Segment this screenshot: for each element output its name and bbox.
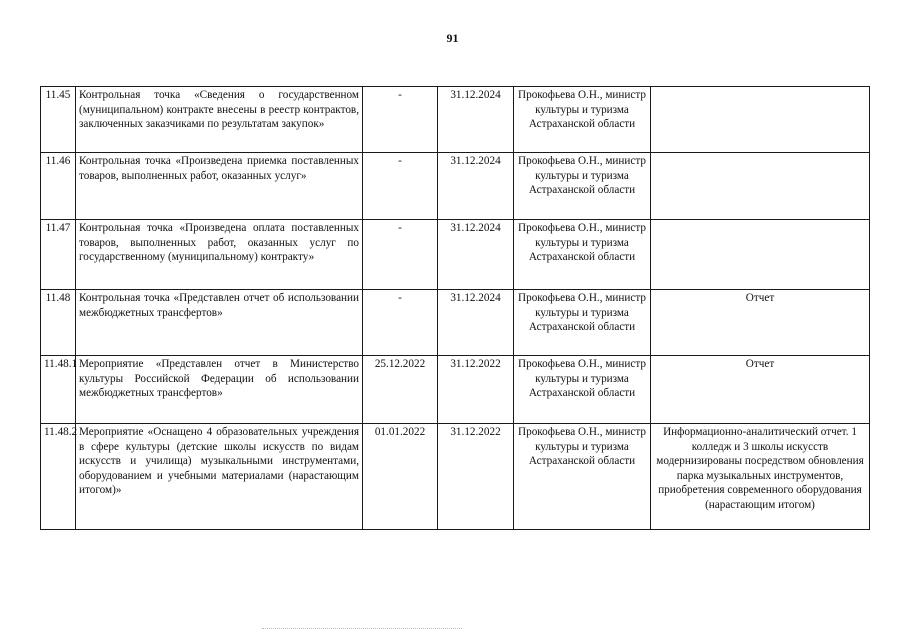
row-result: Информационно-аналитический отчет. 1 колледж и 3 школы искусств модернизированы посредством обновления парка музыкальных инструментов, приобретения современного оборудования (нарастающим итогом)	[651, 424, 870, 530]
table-row	[41, 153, 870, 220]
row-result: Отчет	[651, 356, 870, 424]
row-number: 11.48.2	[41, 424, 76, 530]
row-start-date: -	[363, 290, 438, 356]
row-start-date: -	[363, 153, 438, 220]
table-row	[41, 424, 870, 530]
row-result: Отчет	[651, 290, 870, 356]
row-end-date: 31.12.2024	[438, 220, 514, 290]
row-start-date: 01.01.2022	[363, 424, 438, 530]
row-number: 11.45	[41, 87, 76, 153]
row-responsible: Прокофьева О.Н., министр культуры и туризма Астраханской области	[514, 356, 651, 424]
row-description: Контрольная точка «Произведена оплата поставленных товаров, выполненных работ, оказанных услуг по государственному (муниципальному) контракту»	[76, 220, 363, 290]
row-description: Контрольная точка «Сведения о государственном (муниципальном) контракте внесены в реестр контрактов, заключенных заказчиками по результатам закупок»	[76, 87, 363, 153]
row-description: Контрольная точка «Произведена приемка поставленных товаров, выполненных работ, оказанных услуг»	[76, 153, 363, 220]
row-responsible: Прокофьева О.Н., министр культуры и туризма Астраханской области	[514, 87, 651, 153]
table-row	[41, 220, 870, 290]
row-number: 11.48.1	[41, 356, 76, 424]
row-responsible: Прокофьева О.Н., министр культуры и туризма Астраханской области	[514, 220, 651, 290]
page-number: 91	[446, 31, 459, 45]
row-start-date: -	[363, 220, 438, 290]
row-start-date: 25.12.2022	[363, 356, 438, 424]
row-end-date: 31.12.2022	[438, 356, 514, 424]
row-end-date: 31.12.2024	[438, 290, 514, 356]
row-result	[651, 220, 870, 290]
table-row	[41, 87, 870, 153]
table-row	[41, 290, 870, 356]
row-description: Контрольная точка «Представлен отчет об использовании межбюджетных трансфертов»	[76, 290, 363, 356]
plan-table	[40, 86, 870, 530]
row-responsible: Прокофьева О.Н., министр культуры и туризма Астраханской области	[514, 153, 651, 220]
row-description: Мероприятие «Представлен отчет в Министерство культуры Российской Федерации об использовании межбюджетных трансфертов»	[76, 356, 363, 424]
row-responsible: Прокофьева О.Н., министр культуры и туризма Астраханской области	[514, 424, 651, 530]
table-row	[41, 356, 870, 424]
row-end-date: 31.12.2022	[438, 424, 514, 530]
row-end-date: 31.12.2024	[438, 153, 514, 220]
row-end-date: 31.12.2024	[438, 87, 514, 153]
row-description: Мероприятие «Оснащено 4 образовательных учреждения в сфере культуры (детские школы искусств по видам искусств и училища) музыкальными инструментами, оборудованием и учебными материалами (нарастающим итогом)»	[76, 424, 363, 530]
row-number: 11.47	[41, 220, 76, 290]
scan-artifact	[262, 628, 462, 632]
row-start-date: -	[363, 87, 438, 153]
row-result	[651, 87, 870, 153]
row-number: 11.48	[41, 290, 76, 356]
row-number: 11.46	[41, 153, 76, 220]
row-responsible: Прокофьева О.Н., министр культуры и туризма Астраханской области	[514, 290, 651, 356]
row-result	[651, 153, 870, 220]
